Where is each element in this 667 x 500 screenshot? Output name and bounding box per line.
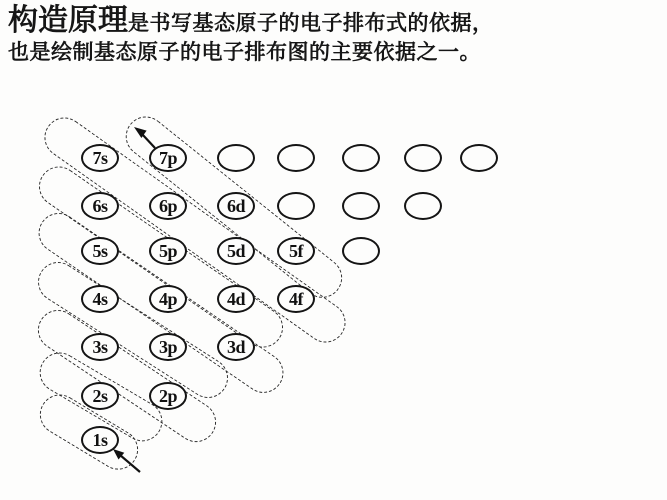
- exit-arrow-icon: [134, 127, 155, 148]
- entry-arrow-icon: [113, 449, 140, 472]
- orbital-label: 2p: [158, 386, 177, 406]
- orbital-label: 7p: [158, 148, 177, 168]
- orbital-label: 6d: [226, 196, 245, 216]
- orbital-label: 5f: [289, 241, 303, 261]
- orbital-label: 6s: [92, 196, 108, 216]
- title-line-2: 也是绘制基态原子的电子排布图的主要依据之一。: [8, 40, 481, 64]
- orbital-label: 3d: [226, 337, 245, 357]
- orbital-label: 3p: [158, 337, 177, 357]
- orbital-label: 1s: [92, 430, 108, 450]
- orbital-label: 3s: [92, 337, 108, 357]
- orbital-label: 2s: [92, 386, 108, 406]
- orbital-label: 5p: [158, 241, 177, 261]
- orbital-label: 5d: [226, 241, 245, 261]
- orbital-label: 4f: [289, 289, 303, 309]
- orbital-label: 6p: [158, 196, 177, 216]
- orbital-label: 5s: [92, 241, 108, 261]
- orbital-label: 4d: [226, 289, 245, 309]
- orbital-label: 4p: [158, 289, 177, 309]
- orbital-label: 4s: [92, 289, 108, 309]
- title-keyword: 构造原理: [8, 4, 128, 37]
- orbital-label: 7s: [92, 148, 108, 168]
- title-line-1-text: 是书写基态原子的电子排布式的依据，: [128, 11, 494, 35]
